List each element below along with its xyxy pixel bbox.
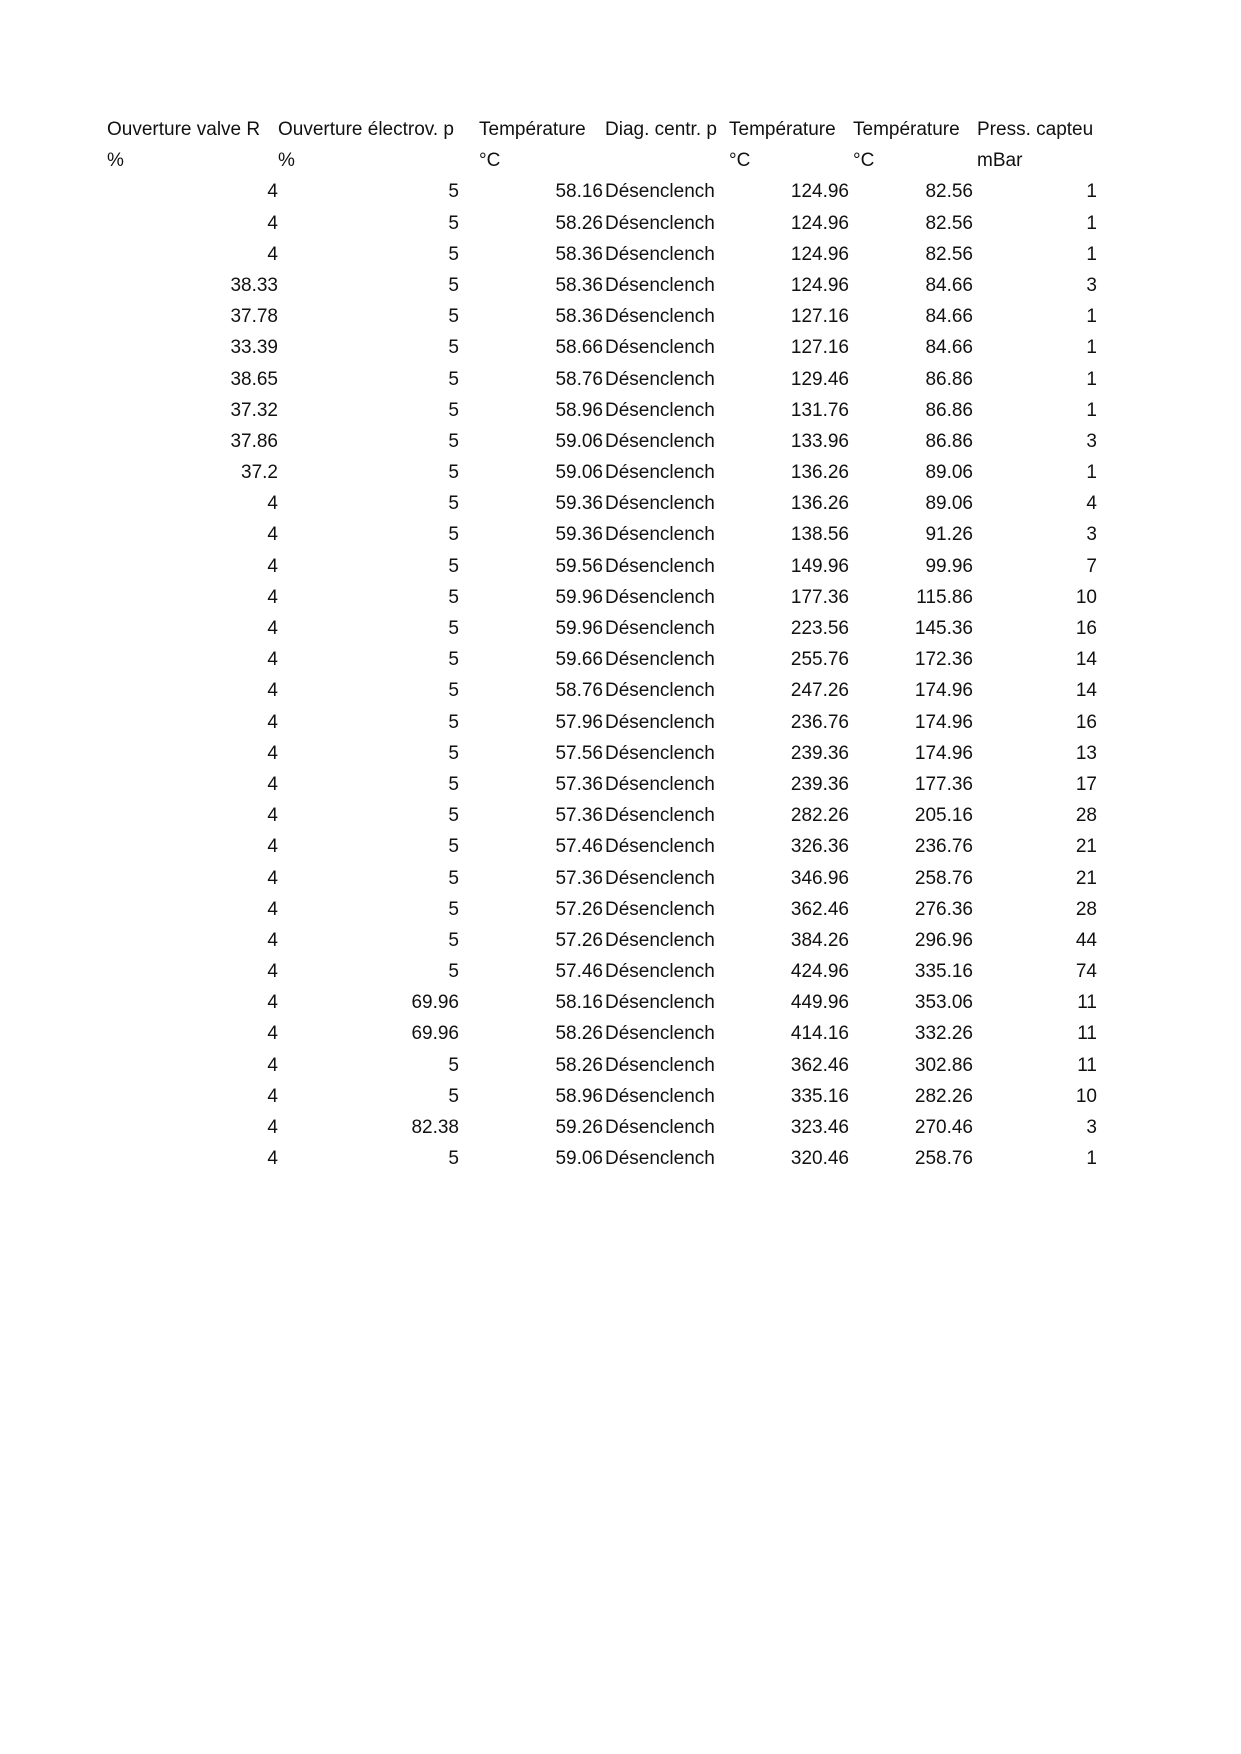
table-cell: Désenclench [605,1023,715,1045]
table-cell: 21 [1075,836,1097,858]
table-cell: 38.65 [230,368,278,390]
table-cell: 4 [267,524,278,546]
table-cell: 5 [448,337,459,359]
table-cell: 177.36 [914,773,973,795]
table-cell: Désenclench [605,773,715,795]
table-row [107,426,1101,457]
table-cell: 57.46 [555,836,603,858]
table-row [107,395,1101,426]
table-cell: 124.96 [790,181,849,203]
table-row [107,519,1101,550]
table-cell: 82.38 [411,1117,459,1138]
table-cell: 5 [448,430,459,452]
column-unit: °C [729,150,751,172]
table-row [107,831,1101,862]
table-cell: 84.66 [925,274,973,296]
table-row [107,270,1101,301]
table-cell: 174.96 [914,742,973,764]
table-cell: 335.16 [790,1085,849,1107]
table-cell: 58.96 [555,399,603,421]
table-cell: 4 [267,1148,278,1170]
column-unit: mBar [977,150,1023,172]
table-cell: 5 [448,243,459,265]
table-cell: 124.96 [790,212,849,234]
table-row [107,675,1101,706]
table-cell: 59.06 [555,462,603,484]
table-cell: 5 [448,555,459,577]
table-cell: Désenclench [605,1085,715,1107]
table-cell: Désenclench [605,805,715,827]
table-cell: 4 [267,742,278,764]
table-cell: 1 [1086,243,1097,265]
unit-row [107,145,1101,176]
table-cell: 255.76 [790,649,849,671]
table-row [107,457,1101,488]
table-row [107,1112,1101,1143]
table-cell: 59.96 [555,618,603,639]
table-row [107,800,1101,831]
table-cell: 3 [1086,274,1097,296]
table-cell: 57.56 [555,742,603,764]
table-row [107,1081,1101,1112]
table-cell: Désenclench [605,586,715,608]
table-cell: 58.26 [555,1054,603,1076]
table-row [107,925,1101,956]
table-cell: 136.26 [790,493,849,515]
table-cell: 58.16 [555,992,603,1014]
table-cell: Désenclench [605,1117,715,1138]
table-cell: 258.76 [914,1148,973,1170]
table-cell: 38.33 [230,274,278,296]
table-cell: 57.36 [555,867,603,889]
table-row [107,332,1101,363]
table-cell: 21 [1075,867,1097,889]
table-cell: 223.56 [790,618,849,639]
table-cell: 296.96 [914,929,973,951]
table-cell: 346.96 [790,867,849,889]
table-cell: 3 [1086,430,1097,452]
table-cell: 362.46 [790,1054,849,1076]
table-cell: 5 [448,618,459,639]
table-cell: 1 [1086,1148,1097,1170]
table-cell: 5 [448,212,459,234]
table-cell: 239.36 [790,773,849,795]
table-cell: 69.96 [411,992,459,1014]
table-cell: 82.56 [925,212,973,234]
table-cell: Désenclench [605,618,715,639]
table-cell: 236.76 [790,711,849,733]
table-row [107,582,1101,613]
table-cell: 115.86 [916,586,973,608]
table-cell: 74 [1075,961,1097,983]
table-cell: 129.46 [790,368,849,390]
table-cell: 33.39 [230,337,278,359]
table-cell: 59.06 [555,430,603,452]
table-cell: 16 [1075,618,1097,639]
table-row [107,551,1101,582]
table-cell: 5 [448,680,459,702]
table-cell: 5 [448,929,459,951]
table-cell: 236.76 [914,836,973,858]
table-cell: 172.36 [914,649,973,671]
table-row [107,613,1101,644]
table-cell: 4 [267,618,278,639]
table-cell: 5 [448,836,459,858]
table-cell: 335.16 [914,961,973,983]
table-cell: 449.96 [790,992,849,1014]
table-cell: Désenclench [605,929,715,951]
header-row [107,114,1101,145]
table-cell: 5 [448,898,459,920]
table-cell: 326.36 [790,836,849,858]
table-cell: 5 [448,1148,459,1170]
table-cell: 84.66 [925,337,973,359]
table-cell: 4 [267,649,278,671]
table-cell: Désenclench [605,306,715,328]
table-cell: 177.36 [790,586,849,608]
table-cell: 4 [267,181,278,203]
table-cell: 1 [1086,212,1097,234]
table-cell: 5 [448,961,459,983]
table-cell: 4 [267,1085,278,1107]
table-cell: 414.16 [790,1023,849,1045]
table-cell: Désenclench [605,399,715,421]
table-cell: 138.56 [790,524,849,546]
table-row [107,488,1101,519]
table-cell: 5 [448,524,459,546]
column-header: Ouverture électrov. p [278,119,455,140]
table-cell: 320.46 [790,1148,849,1170]
table-row [107,987,1101,1018]
table-cell: 59.36 [555,493,603,515]
table-cell: 5 [448,399,459,421]
table-cell: 5 [448,462,459,484]
table-cell: 59.66 [555,649,603,671]
table-cell: 58.26 [555,212,603,234]
table-cell: Désenclench [605,243,715,265]
table-cell: 332.26 [914,1023,973,1045]
table-cell: 5 [448,181,459,203]
table-cell: 247.26 [790,680,849,702]
table-cell: 1 [1086,181,1097,203]
table-cell: 4 [267,805,278,827]
table-row [107,176,1101,207]
table-cell: 302.86 [914,1054,973,1076]
table-cell: Désenclench [605,867,715,889]
table-cell: Désenclench [605,462,715,484]
table-cell: Désenclench [605,649,715,671]
table-row [107,707,1101,738]
table-cell: 127.16 [790,306,849,328]
table-cell: 4 [267,711,278,733]
table-cell: 4 [267,867,278,889]
table-cell: 174.96 [914,711,973,733]
table-cell: 89.06 [925,493,973,515]
table-cell: 4 [267,961,278,983]
table-row [107,1050,1101,1081]
spreadsheet-table [107,114,1101,1174]
table-cell: 3 [1086,1117,1097,1138]
table-cell: 57.26 [555,929,603,951]
table-cell: 44 [1075,929,1097,951]
table-row [107,301,1101,332]
table-cell: 3 [1086,524,1097,546]
table-row [107,956,1101,987]
table-cell: 1 [1086,306,1097,328]
table-cell: 4 [267,1023,278,1045]
table-row [107,769,1101,800]
table-cell: 11 [1077,992,1097,1014]
table-cell: 5 [448,1085,459,1107]
table-cell: 59.26 [555,1117,603,1138]
table-cell: 5 [448,742,459,764]
column-unit: % [107,150,124,172]
table-row [107,208,1101,239]
table-cell: 57.26 [555,898,603,920]
table-cell: Désenclench [605,337,715,359]
column-header: Température [853,119,960,140]
table-cell: 133.96 [790,430,849,452]
table-cell: 7 [1086,555,1097,577]
table-cell: 4 [267,898,278,920]
table-cell: 57.46 [555,961,603,983]
table-cell: 10 [1075,1085,1097,1107]
table-cell: 5 [448,649,459,671]
table-cell: 28 [1075,805,1097,827]
table-cell: 59.96 [555,586,603,608]
table-row [107,364,1101,395]
table-cell: 37.78 [230,306,278,328]
table-cell: 11 [1077,1023,1097,1045]
table-cell: 5 [448,773,459,795]
table-cell: 86.86 [925,368,973,390]
table-cell: 353.06 [914,992,973,1014]
table-cell: 4 [267,992,278,1014]
table-cell: 5 [448,306,459,328]
table-cell: Désenclench [605,711,715,733]
table-cell: 58.36 [555,243,603,265]
table-cell: 4 [267,493,278,515]
table-row [107,1143,1101,1174]
table-cell: 5 [448,586,459,608]
column-header: Press. capteu [977,119,1094,140]
table-cell: 4 [267,212,278,234]
table-cell: 69.96 [411,1023,459,1045]
table-cell: 89.06 [925,462,973,484]
table-cell: 84.66 [925,306,973,328]
table-cell: 5 [448,368,459,390]
table-cell: 136.26 [790,462,849,484]
table-cell: 13 [1075,742,1097,764]
table-cell: 59.06 [555,1148,603,1170]
table-cell: 5 [448,805,459,827]
table-cell: 58.36 [555,274,603,296]
table-cell: 4 [267,555,278,577]
table-cell: 5 [448,711,459,733]
table-cell: 37.2 [241,462,278,484]
table-cell: Désenclench [605,181,715,203]
table-cell: 57.36 [555,773,603,795]
table-cell: 4 [267,773,278,795]
table-cell: 58.26 [555,1023,603,1045]
table-cell: 86.86 [925,399,973,421]
table-cell: 10 [1075,586,1097,608]
table-cell: 131.76 [790,399,849,421]
table-cell: 57.36 [555,805,603,827]
table-cell: 149.96 [790,555,849,577]
table-cell: 5 [448,493,459,515]
table-cell: Désenclench [605,742,715,764]
table-cell: Désenclench [605,493,715,515]
table-cell: Désenclench [605,555,715,577]
table-cell: 58.76 [555,368,603,390]
table-cell: 14 [1075,649,1097,671]
column-header: Diag. centr. p [605,119,717,140]
table-cell: 58.66 [555,337,603,359]
table-cell: 1 [1086,399,1097,421]
table-cell: Désenclench [605,368,715,390]
column-unit: °C [479,150,501,172]
table-cell: 91.26 [925,524,973,546]
table-cell: 5 [448,867,459,889]
table-cell: 4 [267,836,278,858]
table-cell: 124.96 [790,243,849,265]
column-header: Température [479,119,586,140]
column-header: Ouverture valve R [107,119,261,140]
column-header: Température [729,119,836,140]
table-cell: 59.56 [555,555,603,577]
table-cell: 323.46 [790,1117,849,1138]
table-cell: 1 [1086,462,1097,484]
table-cell: 276.36 [914,898,973,920]
table-cell: 4 [267,243,278,265]
table-cell: 37.32 [230,399,278,421]
table-cell: 82.56 [925,243,973,265]
table-cell: 1 [1086,337,1097,359]
table-cell: 14 [1075,680,1097,702]
table-cell: 58.16 [555,181,603,203]
column-unit: °C [853,150,875,172]
table-cell: 4 [267,680,278,702]
table-cell: 86.86 [925,430,973,452]
table-cell: 282.26 [790,805,849,827]
table-cell: 16 [1075,711,1097,733]
table-cell: 28 [1075,898,1097,920]
table-cell: 4 [267,586,278,608]
table-cell: Désenclench [605,212,715,234]
table-row [107,894,1101,925]
table-cell: 5 [448,274,459,296]
table-row [107,644,1101,675]
table-cell: 362.46 [790,898,849,920]
table-cell: 82.56 [925,181,973,203]
table-row [107,738,1101,769]
table-cell: 1 [1086,368,1097,390]
table-cell: 59.36 [555,524,603,546]
table-cell: Désenclench [605,524,715,546]
table-cell: 124.96 [790,274,849,296]
table-cell: Désenclench [605,1054,715,1076]
table-cell: Désenclench [605,992,715,1014]
column-unit [605,145,729,176]
table-cell: 282.26 [914,1085,973,1107]
table-row [107,863,1101,894]
table-cell: 239.36 [790,742,849,764]
table-cell: 127.16 [790,337,849,359]
table-cell: 4 [1086,493,1097,515]
table-cell: 58.96 [555,1085,603,1107]
table-cell: Désenclench [605,274,715,296]
table-cell: 4 [267,1054,278,1076]
table-cell: Désenclench [605,836,715,858]
table-cell: 58.76 [555,680,603,702]
table-cell: 37.86 [230,430,278,452]
table-cell: 11 [1077,1054,1097,1076]
table-cell: 384.26 [790,929,849,951]
table-cell: 258.76 [914,867,973,889]
table-cell: Désenclench [605,1148,715,1170]
table-cell: 145.36 [914,618,973,639]
table-cell: 58.36 [555,306,603,328]
table-cell: 270.46 [914,1117,973,1138]
table-cell: 57.96 [555,711,603,733]
table-cell: 17 [1075,773,1097,795]
table-cell: 99.96 [925,555,973,577]
column-unit: % [278,150,295,172]
data-rows [107,176,1101,1174]
table-cell: Désenclench [605,430,715,452]
table-cell: Désenclench [605,680,715,702]
table-cell: 5 [448,1054,459,1076]
table-row [107,239,1101,270]
table-cell: Désenclench [605,898,715,920]
table-cell: 4 [267,1117,278,1138]
table-row [107,1018,1101,1049]
table-cell: Désenclench [605,961,715,983]
table-cell: 174.96 [914,680,973,702]
table-cell: 205.16 [914,805,973,827]
table-cell: 4 [267,929,278,951]
table-cell: 424.96 [790,961,849,983]
